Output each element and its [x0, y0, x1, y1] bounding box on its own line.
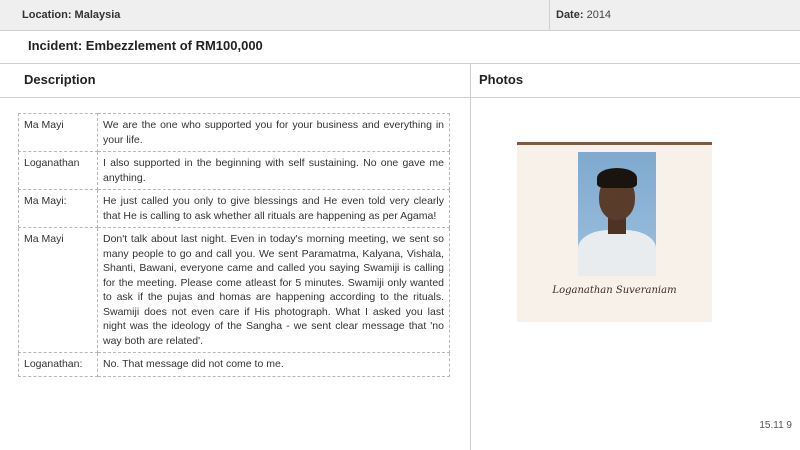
dialogue-cell: No. That message did not come to me. [98, 353, 450, 377]
incident-title: Incident: Embezzlement of RM100,000 [28, 38, 263, 53]
table-row [19, 114, 450, 152]
column-divider [470, 63, 471, 450]
page-number: 15.11 9 [759, 420, 792, 431]
speaker-cell: Ma Mayi: [19, 190, 98, 228]
table-row [19, 152, 450, 190]
photo-caption: Loganathan Suveraniam [552, 285, 677, 296]
date-value: 2014 [586, 9, 612, 21]
location-label: Location: Malaysia [22, 9, 121, 21]
description-heading: Description [24, 72, 96, 87]
section-header-row [0, 63, 800, 98]
speaker-cell: Ma Mayi [19, 114, 98, 152]
date-label: Date: [556, 9, 584, 21]
table-row [19, 228, 450, 353]
portrait-shirt [578, 230, 656, 276]
dialogue-cell: Don't talk about last night. Even in today's morning meeting, we sent so many people to go and call you. We sent Paramatma, Kalyana, Vishala, Shanti, Bawani, everyone came and called you saying Swamiji is calling for the meeting. Please come atleast for 5 minutes. Swamiji only wanted to ask if the pujas and homas are happening according to the rituals. Swamiji does not even care if His photograph. What I asked you last night was the ideology of the Sangha - we sent clear message that 'no way both are related'. [98, 228, 450, 353]
header-divider [549, 0, 550, 30]
dialogue-cell: He just called you only to give blessings and He even told very clearly that He is calling to ask whether all rituals are happening as per Agama! [98, 190, 450, 228]
header-bar [0, 0, 800, 31]
photo-card [517, 142, 712, 322]
portrait-hair [597, 168, 637, 188]
photos-heading: Photos [479, 72, 524, 87]
table-row [19, 353, 450, 377]
speaker-cell: Loganathan [19, 152, 98, 190]
photo-top-border [517, 142, 712, 145]
dialogue-cell: We are the one who supported you for your business and everything in your life. [98, 114, 450, 152]
table-row [19, 190, 450, 228]
dialogue-cell: I also supported in the beginning with self sustaining. No one gave me anything. [98, 152, 450, 190]
portrait-photo [578, 152, 656, 276]
speaker-cell: Loganathan: [19, 353, 98, 377]
date-field [556, 0, 611, 30]
speaker-cell: Ma Mayi [19, 228, 98, 353]
dialogue-table [18, 113, 450, 377]
